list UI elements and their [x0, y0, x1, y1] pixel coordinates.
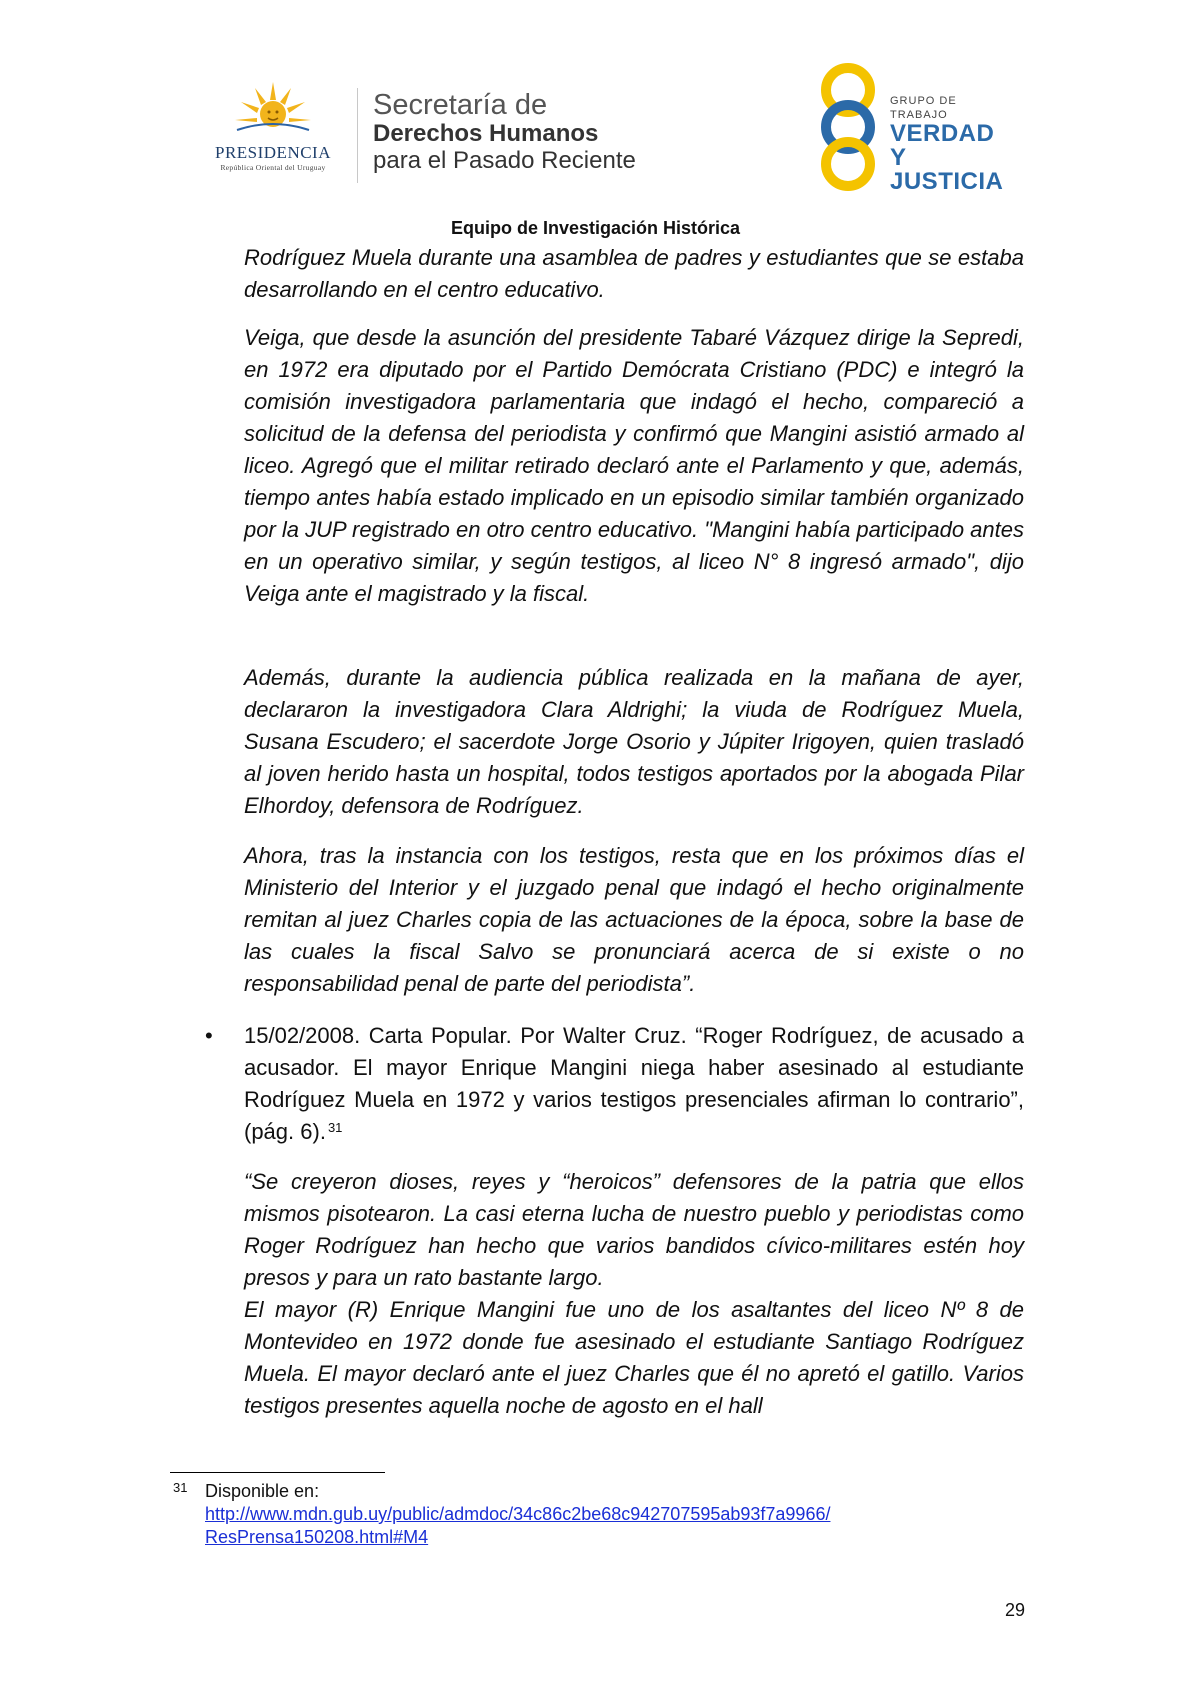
- bullet-item: [244, 1020, 1024, 1148]
- grupo-trabajo-text: [890, 94, 1010, 194]
- bullet-marker: •: [205, 1023, 213, 1048]
- paragraph-1-text: Rodríguez Muela durante una asamblea de padres y estudiantes que se estaba desarrollando en el centro educativo.: [244, 245, 1024, 302]
- presidencia-subtitle: República Oriental del Uruguay: [220, 163, 326, 172]
- footnote: [205, 1480, 830, 1549]
- page-header: [0, 0, 1191, 210]
- presidencia-name: PRESIDENCIA: [214, 143, 331, 162]
- footnote-link-line1[interactable]: http://www.mdn.gub.uy/public/admdoc/34c86c2be68c942707595ab93f7a9966/: [205, 1504, 831, 1524]
- presidencia-logo: [198, 80, 348, 180]
- document-section-title: Equipo de Investigación Histórica: [450, 218, 741, 238]
- paragraph-2-text: Veiga, que desde la asunción del presidente Tabaré Vázquez dirige la Sepredi, en 1972 era diputado por el Partido Demócrata Cristiano (PDC) e integró la comisión investigadora parlamentaria que indagó el hecho, compareció a solicitud de la defensa del periodista y confirmó que Mangini asistió armado al liceo. Agregó que el militar retirado declaró ante el Parlamento y que, además, tiempo antes había estado implicado en un episodio similar también organizado por la JUP registrado en otro centro educativo. "Mangini había participado antes en un operativo similar, y según testigos, al liceo N° 8 ingresó armado", dijo Veiga ante el magistrado y la fiscal.: [244, 325, 1024, 606]
- paragraph-2: [244, 322, 1024, 610]
- paragraph-3-text: Además, durante la audiencia pública realizada en la mañana de ayer, declararon la investigadora Clara Aldrighi; la viuda de Rodríguez Muela, Susana Escudero; el sacerdote Jorge Osorio y Júpiter Irigoyen, quien trasladó al joven herido hasta un hospital, todos testigos aportados por la abogada Pilar Elhordoy, defensora de Rodríguez.: [244, 665, 1024, 818]
- paragraph-4-text: Ahora, tras la instancia con los testigos, resta que en los próximos días el Ministerio del Interior y el juzgado penal que indagó el hecho originalmente remitan al juez Charles copia de las actuaciones de la época, sobre la base de las cuales la fiscal Salvo se pronunciará acerca de si existe o no responsabilidad penal de parte del periodista”.: [244, 843, 1024, 996]
- page-number: 29: [1005, 1600, 1026, 1620]
- paragraph-5b-text: El mayor (R) Enrique Mangini fue uno de los asaltantes del liceo Nº 8 de Montevideo en 1972 donde fue asesinado el estudiante Santiago Rodríguez Muela. El mayor declaró ante el juez Charles que él no apretó el gatillo. Varios testigos presentes aquella noche de agosto en el hall: [244, 1297, 1024, 1418]
- footnote-separator: [170, 1472, 385, 1473]
- paragraph-5a-text: “Se creyeron dioses, reyes y “heroicos” defensores de la patria que ellos mismos pisotearon. La casi eterna lucha de nuestro pueblo y periodistas como Roger Rodríguez han hecho que varios bandidos cívico-militares estén hoy presos y para un rato bastante largo.: [244, 1169, 1024, 1290]
- grupo-line2: VERDAD Y: [890, 120, 995, 171]
- grupo-line3: JUSTICIA: [890, 168, 1004, 195]
- footnote-label: Disponible en:: [205, 1481, 320, 1501]
- bullet-item-text: 15/02/2008. Carta Popular. Por Walter Cruz. “Roger Rodríguez, de acusado a acusador. El mayor Enrique Mangini niega haber asesinado al estudiante Rodríguez Muela en 1972 y varios testigos presenciales afirman lo contrario”, (pág. 6).: [244, 1023, 1024, 1144]
- paragraph-5: [244, 1166, 1024, 1422]
- grupo-trabajo-logo: [810, 62, 1010, 195]
- grupo-line1: GRUPO DE TRABAJO: [890, 95, 957, 121]
- paragraph-3: [244, 662, 1024, 822]
- secretaria-logo-text: [373, 90, 636, 174]
- secretaria-line2: Derechos Humanos: [373, 120, 599, 147]
- footnote-number: 31: [173, 1480, 188, 1495]
- sun-icon: [233, 80, 313, 142]
- paragraph-4: [244, 840, 1024, 1000]
- header-divider: [357, 88, 358, 183]
- footnote-link-line2[interactable]: ResPrensa150208.html#M4: [205, 1527, 429, 1547]
- paragraph-1: [244, 242, 1024, 306]
- footnote-reference[interactable]: 31: [327, 1120, 343, 1135]
- secretaria-line1: Secretaría de: [373, 89, 548, 121]
- bullet-item-paragraph: [244, 1020, 1024, 1148]
- secretaria-line3: para el Pasado Reciente: [373, 147, 636, 174]
- interlocked-rings-icon: [810, 62, 890, 192]
